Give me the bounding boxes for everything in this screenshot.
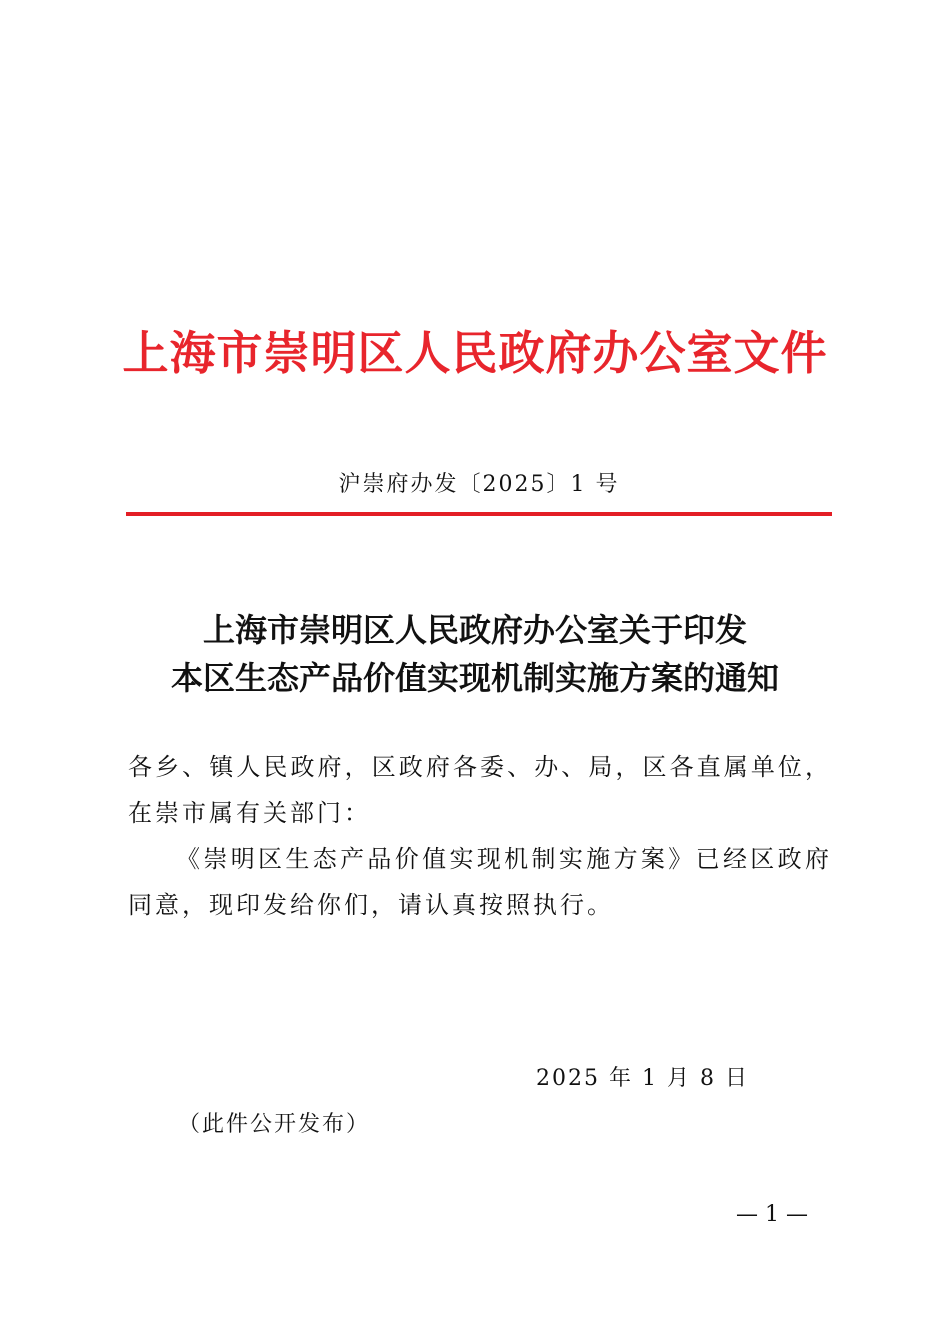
red-divider-line — [126, 512, 832, 516]
addressee-paragraph: 各乡、镇人民政府，区政府各委、办、局，区各直属单位，在崇市属有关部门： — [128, 753, 832, 827]
page-number: — 1 — — [736, 1202, 808, 1227]
issue-date: 2025 年 1 月 8 日 — [536, 1066, 749, 1091]
notice-title-line-2: 本区生态产品价值实现机制实施方案的通知 — [170, 659, 779, 697]
notice-title-line-1: 上海市崇明区人民政府办公室关于印发 — [202, 611, 747, 649]
publication-note: （此件公开发布） — [178, 1112, 371, 1137]
content-paragraph: 《崇明区生态产品价值实现机制实施方案》已经区政府同意，现印发给你们，请认真按照执行。 — [128, 845, 832, 919]
notice-title — [0, 606, 950, 702]
notice-body — [128, 744, 832, 928]
masthead-title: 上海市崇明区人民政府办公室文件 — [122, 326, 828, 380]
document-number: 沪崇府办发〔2025〕1 号 — [338, 472, 620, 497]
